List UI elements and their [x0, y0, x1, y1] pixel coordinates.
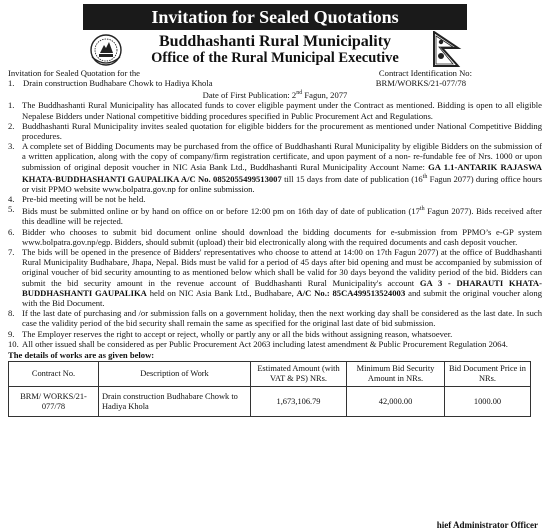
col-security: Minimum Bid Security Amount in NRs. [347, 362, 445, 387]
work-item-line [8, 78, 542, 88]
details-heading: The details of works are as given below: [8, 350, 155, 361]
cell-security: 42,000.00 [347, 387, 445, 417]
cell-price: 1000.00 [445, 387, 531, 417]
invitation-line [8, 68, 542, 78]
work-item: 1. Drain construction Budhabare Chowk to Hadiya Khola [8, 78, 213, 89]
list-item: 6. Bidder who chooses to submit bid document online should download the bidding documents for e-submission from PPMO’s e-GP system www.bolpatra.gov.np/egp. Bidders, should submit (upload) their bid electronically along with the required documents and cash deposit voucher. [8, 226, 542, 247]
col-contract-no: Contract No. [9, 362, 99, 387]
table-row [9, 387, 531, 417]
notice-header [8, 30, 542, 68]
contract-id-label: Contract Identification No: [378, 68, 472, 78]
cell-contract-no: BRM/ WORKS/21-077/78 [9, 387, 99, 417]
table-header-row [9, 362, 531, 387]
col-price: Bid Document Price in NRs. [445, 362, 531, 387]
cell-estimated: 1,673,106.79 [251, 387, 347, 417]
list-item: 7. The bids will be opened in the presence of Bidders' representatives who choose to attend at 14:00 on 17th Fagun 2077) at the office of Buddhashanti Rural Municipality Budhabare, Jhapa, Nepal. Bids must be valid for a period of 45 days after bid opening and must be accompanied by submission of original voucher of bid security amounting to as mentioned below which shall be valid for 30 days beyond the validity period of the bid. Bidders can submit the bid security amount in the revenue account of Buddhashanti Rural Municipality's account GA 3 - DHARAUTI KHATA-BUDDHASHANTI GAUPALIKA held on NIC Asia Bank Ltd., Budhabare, A/C No.: 85CA49951352400З and submit the original voucher along with the Bid Document. [8, 247, 543, 309]
list-item: 5. Bids must be submitted online or by hand on office on or before 12:00 pm on 16th day of date of publication (17th Fagun 2077). Bids received after this deadline will be rejected. [8, 204, 542, 227]
list-item: 9. The Employer reserves the right to accept or reject, wholly or partly any or all the bids without assigning reason, whatsoever. [8, 328, 453, 339]
contract-id-value: BRM/WORKS/21-077/78 [375, 78, 466, 89]
cell-description: Drain construction Budhabare Chowk to Hadiya Khola [99, 387, 251, 417]
publication-date: Date of First Publication: 2nd Fagun, 2077 [202, 90, 348, 101]
notice-banner: Invitation for Sealed Quotations [83, 4, 467, 30]
list-item: 1. The Buddhashanti Rural Municipality has allocated funds to cover eligible payment under the Contract as mentioned. Bidding is open to all eligible Nepalese Bidders under National competitive bidding procedures specified in Public Procurement Act and Regulations. [8, 100, 542, 121]
nepal-emblem-icon [88, 33, 124, 67]
nepal-flag-icon [432, 31, 462, 67]
col-description: Description of Work [99, 362, 251, 387]
clause-list [8, 100, 542, 349]
signature-title: hief Administrator Officer [436, 519, 538, 530]
list-item: 3. A complete set of Bidding Documents may be purchased from the office of Buddhashanti Rural Municipality by eligible Bidders on the submission of a written application, along with the copy of company/firm registration certificate, and upon payment of a non- re-fundable fee of Nrs. 1000 or upon submission of original deposit voucher in NIC Asia Bank Ltd., Buddhashanti Rural Municipality Account Name: GA 1.1-ANTARIK RAJASWA KHATA-BUDDHASHANTI GAUPALIKA A/C No. 0852055499513007 till 15 days from date of publication (16th Fagun 2077) during office hours or visit PPMO website www.bolpatra.gov.np for online submission. [8, 141, 542, 194]
list-item: 2. Buddhashanti Rural Municipality invites sealed quotation for eligible bidders for the procurement as mentioned under National Competitive Bidding procedures. [8, 120, 542, 142]
list-item: 10. All other issued shall be considered as per Public Procurement Act 2063 including latest amendment & Public Procurement Regulation 2064. [8, 338, 508, 349]
list-item: 8. If the last date of purchasing and /or submission falls on a government holiday, then the next working day shall be considered as the last date. In such case the validity period of the bid security shall remain the same as specified for the original last date of bid submission. [8, 308, 542, 329]
list-item: 4. Pre-bid meeting will be not be held. [8, 194, 146, 205]
col-estimated: Estimated Amount (with VAT & PS) NRs. [251, 362, 347, 387]
office-name: Office of the Rural Municipal Executive [151, 50, 399, 66]
invitation-for-label: Invitation for Sealed Quotation for the [8, 68, 140, 78]
works-table [8, 361, 531, 417]
municipality-name: Buddhashanti Rural Municipality [158, 33, 392, 50]
